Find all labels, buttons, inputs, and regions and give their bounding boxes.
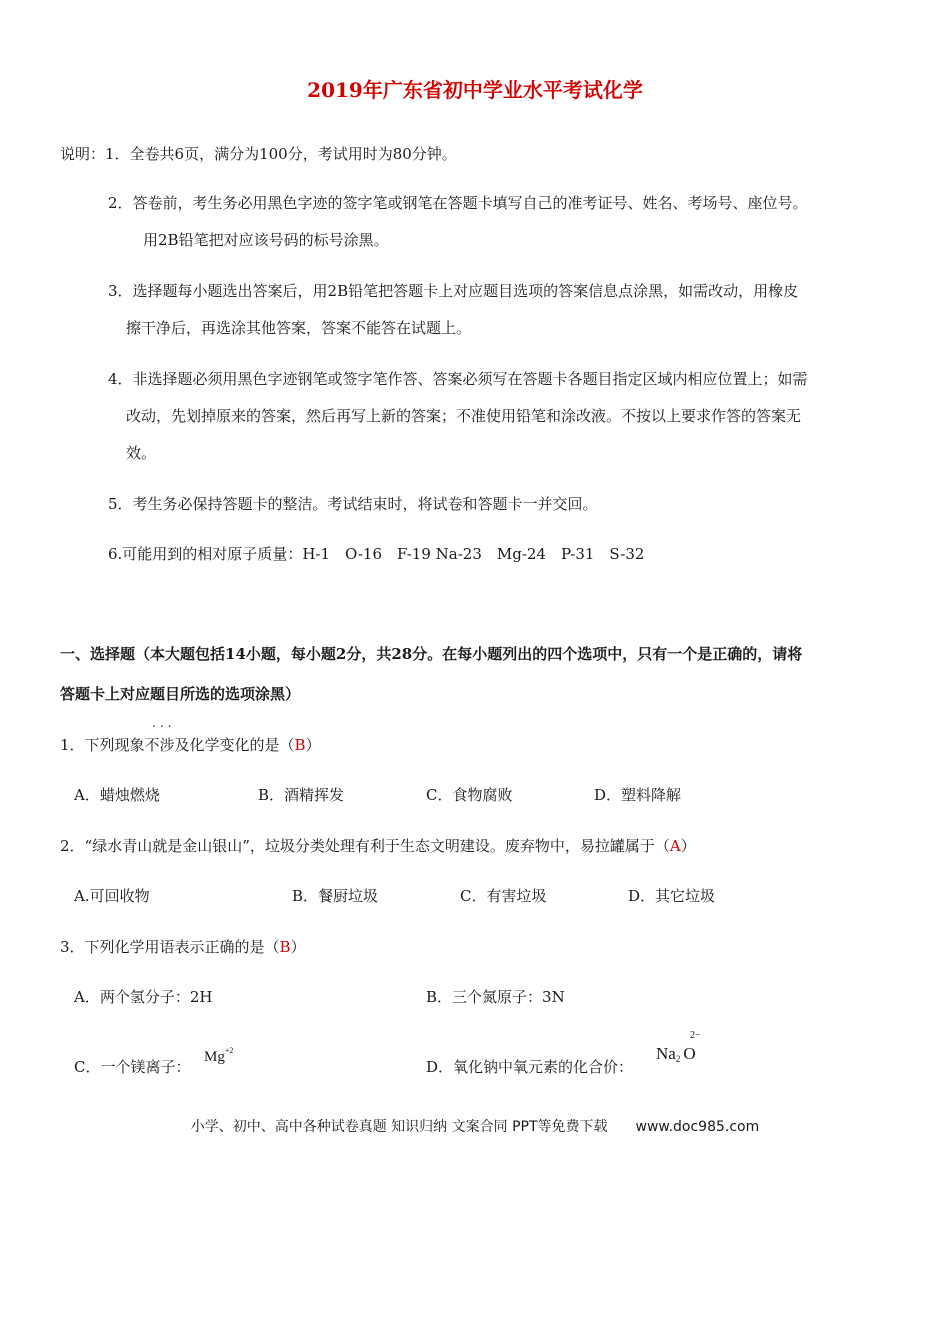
question-3-answer: B xyxy=(279,938,291,956)
q2-option-a: A.可回收物 xyxy=(74,887,150,905)
question-2: 2．“绿水青山就是金山银山”，垃圾分类处理有利于生态文明建设。废弃物中，易拉罐属于（A） xyxy=(60,837,696,855)
q1-option-b: B．酒精挥发 xyxy=(258,786,345,804)
note-4-line-2: 改动，先划掉原来的答案，然后再写上新的答案；不准使用铅笔和涂改液。不按以上要求作答的答案无 xyxy=(126,407,802,425)
question-1: 1．下列现象不涉及化学变化的是（B） xyxy=(60,736,321,754)
question-1-answer: B xyxy=(294,736,306,754)
section-heading-line-1: 一、选择题（本大题包括14小题，每小题2分，共28分。在每小题列出的四个选项中，只有一个是正确的，请将 xyxy=(60,645,803,663)
q2-option-b: B．餐厨垃圾 xyxy=(292,887,379,905)
question-2-stem: 2．“绿水青山就是金山银山”，垃圾分类处理有利于生态文明建设。废弃物中，易拉罐属于（ xyxy=(60,837,670,855)
q3-option-a: A．两个氢分子：2H xyxy=(74,988,213,1006)
q3-option-d: D．氧化钠中氧元素的化合价： xyxy=(426,1058,634,1076)
note-3-line-2: 擦干净后，再选涂其他答案，答案不能答在试题上。 xyxy=(126,319,472,337)
page-title: 2019年广东省初中学业水平考试化学 xyxy=(307,78,643,102)
note-4-line-3: 效。 xyxy=(126,444,157,462)
q2-option-c: C．有害垃圾 xyxy=(460,887,547,905)
footer-banner: 小学、初中、高中各种试卷真题 知识归纳 文案合同 PPT等免费下载 www.doc985.com xyxy=(190,1119,760,1135)
emphasis-dots: ... xyxy=(152,716,176,730)
oxygen-valence: 2− xyxy=(690,1030,701,1041)
q1-option-a: A．蜡烛燃烧 xyxy=(74,786,160,804)
note-5: 5．考生务必保持答题卡的整洁。考试结束时，将试卷和答题卡一并交回。 xyxy=(108,495,598,513)
note-3-line-1: 3．选择题每小题选出答案后，用2B铅笔把答题卡上对应题目选项的答案信息点涂黑，如需改动，用橡皮 xyxy=(108,282,799,300)
q3-option-c: C．一个镁离子： xyxy=(74,1058,191,1076)
note-1: 说明：1．全卷共6页，满分为100分，考试用时为80分钟。 xyxy=(60,145,457,163)
q2-option-d: D．其它垃圾 xyxy=(628,887,716,905)
q1-option-c: C．食物腐败 xyxy=(426,786,513,804)
question-1-stem: 1．下列现象不涉及化学变化的是（ xyxy=(60,736,295,754)
section-heading-line-2: 答题卡上对应题目所选的选项涂黑） xyxy=(60,685,301,703)
note-2-line-1: 2．答卷前，考生务必用黑色字迹的签字笔或钢笔在答题卡填写自己的准考证号、姓名、考场号、座位号。 xyxy=(108,194,808,212)
question-3: 3．下列化学用语表示正确的是（B） xyxy=(60,938,306,956)
sodium-oxide-formula: $Na_2$ O xyxy=(656,1044,696,1064)
note-4-line-1: 4．非选择题必须用黑色字迹钢笔或签字笔作答、答案必须写在答题卡各题目指定区域内相应位置上；如需 xyxy=(108,370,808,388)
question-2-answer: A xyxy=(669,837,681,855)
note-6: 6.可能用到的相对原子质量：H-1 O-16 F-19 Na-23 Mg-24 P-31 S-32 xyxy=(108,545,645,563)
note-2-line-2: 用2B铅笔把对应该号码的标号涂黑。 xyxy=(143,231,389,249)
magnesium-ion-formula: $Mg^{+2}$ xyxy=(204,1046,234,1065)
question-3-stem: 3．下列化学用语表示正确的是（ xyxy=(60,938,280,956)
q3-option-b: B．三个氮原子：3N xyxy=(426,988,565,1006)
q1-option-d: D．塑料降解 xyxy=(594,786,682,804)
